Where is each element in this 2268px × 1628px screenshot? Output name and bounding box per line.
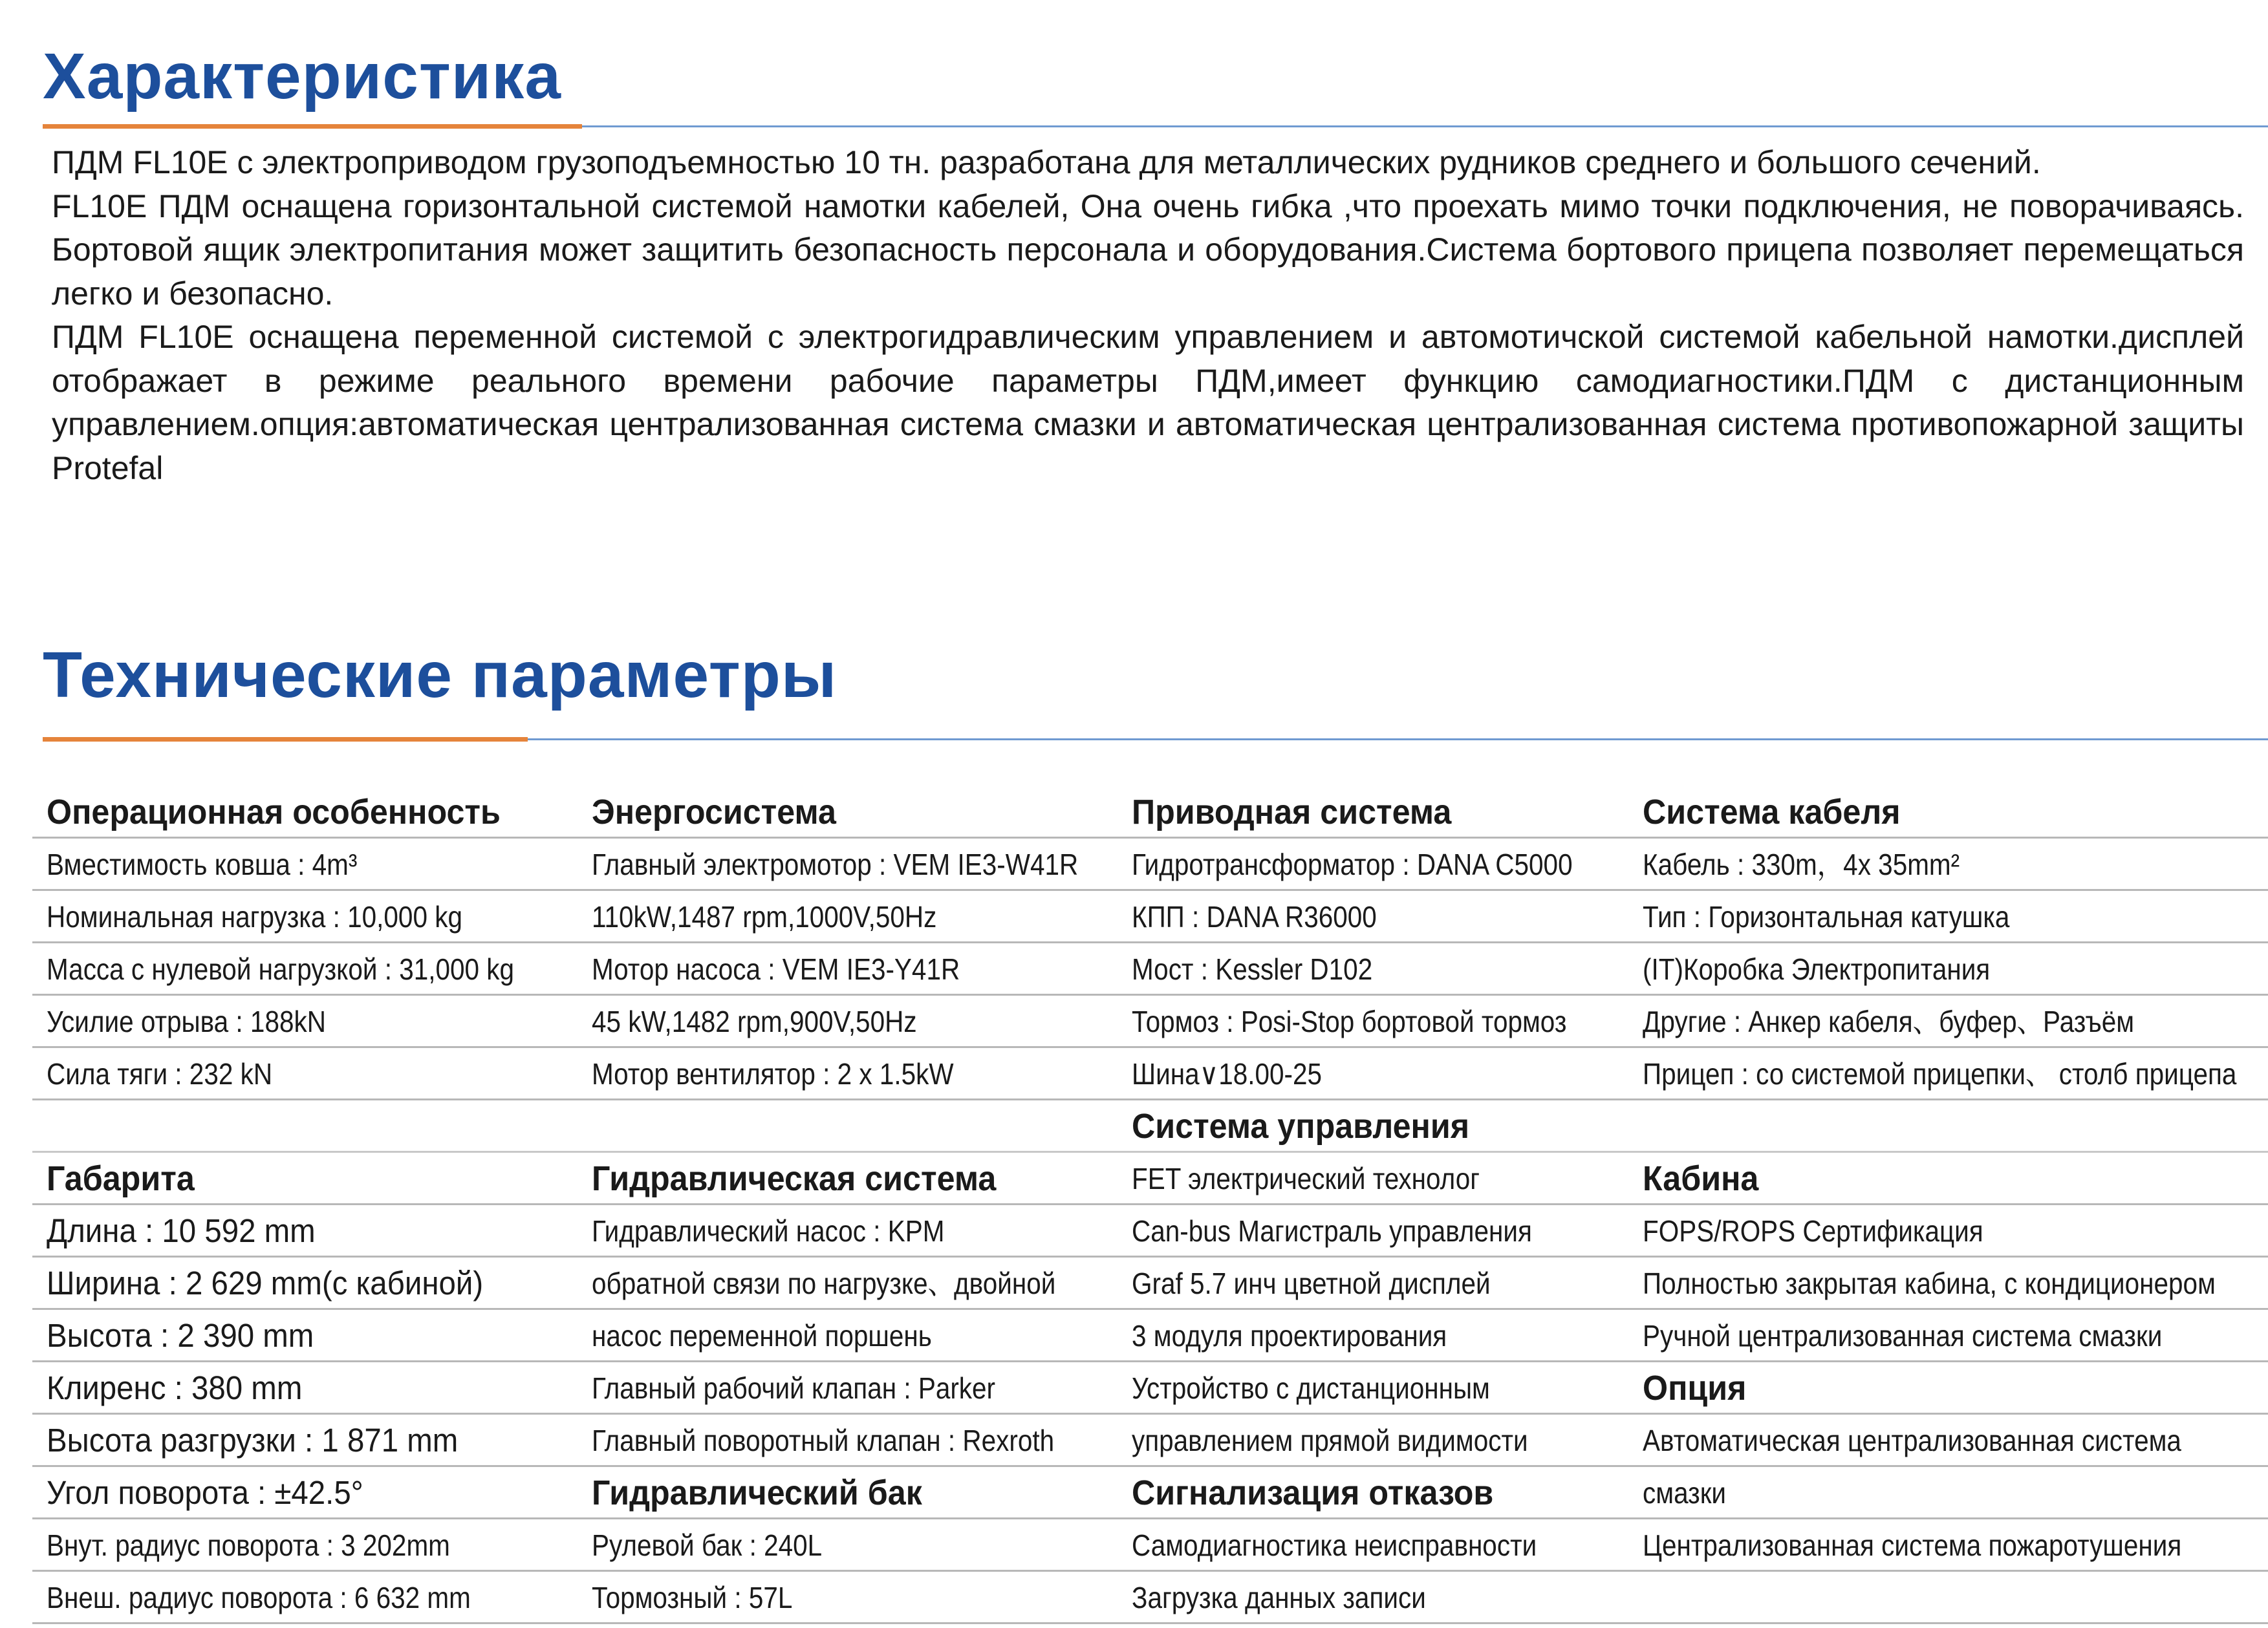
spec-cell: Угол поворота : ±42.5° [47,1474,363,1511]
spec-cell: Сила тяги : 232 kN [47,1057,273,1091]
spec-row [32,1048,2268,1100]
spec-cell: Усилие отрыва : 188kN [47,1005,326,1038]
spec-cell: Мотор вентилятор : 2 x 1.5kW [592,1057,954,1091]
spec-cell: Высота разгрузки : 1 871 mm [47,1422,459,1459]
spec-row [32,1310,2268,1362]
spec-cell: Главный электромотор : VEM IE3-W41R [592,848,1079,881]
spec-cell: Гидротрансформатор : DANA C5000 [1132,848,1573,881]
spec-group-heading: Операционная особенность [47,793,501,831]
spec-cell: Вместимость ковша : 4m³ [47,848,358,881]
title-rule [582,125,2268,127]
spec-row [32,891,2268,943]
spec-cell: насос переменной поршень [592,1319,932,1353]
spec-cell: Внут. радиус поворота : 3 202mm [47,1528,450,1562]
spec-cell: Мотор насоса : VEM IE3-Y41R [592,952,960,986]
spec-cell: Мост : Kessler D102 [1132,952,1373,986]
spec-row [32,1519,2268,1572]
spec-cell: Главный рабочий клапан : Parker [592,1371,996,1405]
intro-paragraph: ПДМ FL10E оснащена переменной системой с электрогидравлическим управлением и автомотичской системой кабельной намотки.дисплей отображает в режиме реального времени рабочие параметры ПДМ,имеет функцию самодиагностики.ПДМ с дистанционным управлением.опция:автоматическая централизованная система смазки и автоматическая централизованная система противопожарной защиты Protefal [52,319,2244,486]
spec-cell: управлением прямой видимости [1132,1424,1528,1457]
spec-group-heading: Энергосистема [592,793,836,831]
spec-cell: 45 kW,1482 rpm,900V,50Hz [592,1005,917,1038]
spec-cell: Клиренс : 380 mm [47,1369,303,1406]
spec-row [32,1205,2268,1258]
spec-group-heading: Система управления [1132,1107,1470,1146]
spec-row [32,1100,2268,1153]
title-accent-rule [43,737,528,742]
spec-cell: Тормозный : 57L [592,1581,793,1614]
spec-cell: 3 модуля проектирования [1132,1319,1447,1353]
spec-row [32,1362,2268,1415]
spec-cell: КПП : DANA R36000 [1132,900,1377,934]
spec-row [32,839,2268,891]
spec-cell: Устройство с дистанционным [1132,1371,1490,1405]
spec-group-heading: Габарита [47,1159,195,1198]
spec-cell: 110kW,1487 rpm,1000V,50Hz [592,900,937,934]
spec-group-heading: Гидравлическая система [592,1159,997,1198]
spec-group-heading: Кабина [1643,1159,1759,1198]
spec-cell: Масса с нулевой нагрузкой : 31,000 kg [47,952,515,986]
title-accent-rule [43,124,582,129]
spec-cell: Can-bus Магистраль управления [1132,1214,1532,1248]
spec-row [32,1415,2268,1467]
title-rule [528,738,2268,740]
spec-cell: Длина : 10 592 mm [47,1212,316,1249]
intro-paragraph: ПДМ FL10E с электроприводом грузоподъемностью 10 тн. разработана для металлических рудников среднего и большого сечений. [52,144,2041,180]
spec-group-heading: Гидравлический бак [592,1473,922,1512]
spec-cell: Внеш. радиус поворота : 6 632 mm [47,1581,471,1614]
spec-cell: Рулевой бак : 240L [592,1528,823,1562]
spec-cell: Прицеп : со системой прицепки、 столб прицепа [1643,1057,2237,1091]
spec-cell: Другие : Анкер кабеля、буфер、Разъём [1643,1005,2135,1038]
spec-cell: Тип : Горизонтальная катушка [1643,900,2010,934]
spec-cell: FOPS/ROPS Сертификация [1643,1214,1983,1248]
spec-row [32,943,2268,996]
spec-cell: Кабель : 330m，4x 35mm² [1643,848,1960,881]
intro-paragraph: FL10E ПДМ оснащена горизонтальной системой намотки кабелей, Она очень гибка ,что проехать мимо точки подключения, не поворачиваясь. Бортовой ящик электропитания может защитить безопасность персонала и оборудования.Система бортового прицепа позволяет перемещаться легко и безопасно. [52,187,2244,312]
spec-cell: обратной связи по нагрузке、двойной [592,1267,1056,1300]
spec-cell: Шина∨18.00-25 [1132,1057,1323,1091]
spec-row [32,1467,2268,1519]
intro-text [52,141,2244,490]
spec-cell: Высота : 2 390 mm [47,1317,314,1354]
spec-group-heading: Опция [1643,1369,1747,1408]
spec-cell: Ручной централизованная система смазки [1643,1319,2163,1353]
section-title-tech-params: Технические параметры [43,639,837,711]
spec-row [32,786,2268,839]
spec-group-heading: Система кабеля [1643,793,1901,831]
spec-cell: Ширина : 2 629 mm(с кабиной) [47,1265,484,1301]
spec-row [32,1153,2268,1205]
spec-cell: Автоматическая централизованная система [1643,1424,2181,1457]
spec-cell: Полностью закрытая кабина, с кондиционером [1643,1267,2216,1300]
spec-row [32,996,2268,1048]
spec-cell: (IT)Коробка Электропитания [1643,952,1991,986]
spec-cell: Гидравлический насос : KPM [592,1214,945,1248]
spec-row [32,1258,2268,1310]
spec-group-heading: Приводная система [1132,793,1452,831]
spec-cell: Тормоз : Posi-Stop бортовой тормоз [1132,1005,1567,1038]
spec-cell: Graf 5.7 инч цветной дисплей [1132,1267,1491,1300]
spec-cell: Самодиагностика неисправности [1132,1528,1537,1562]
spec-row [32,1572,2268,1624]
spec-cell: смазки [1643,1476,1727,1510]
spec-cell: FET электрический технолог [1132,1162,1480,1195]
spec-cell: Централизованная система пожаротушения [1643,1528,2182,1562]
spec-cell: Загрузка данных записи [1132,1581,1426,1614]
spec-cell: Главный поворотный клапан : Rexroth [592,1424,1055,1457]
section-title-characteristics: Характеристика [43,40,561,112]
spec-cell: Номинальная нагрузка : 10,000 kg [47,900,462,934]
spec-group-heading: Сигнализация отказов [1132,1473,1494,1512]
